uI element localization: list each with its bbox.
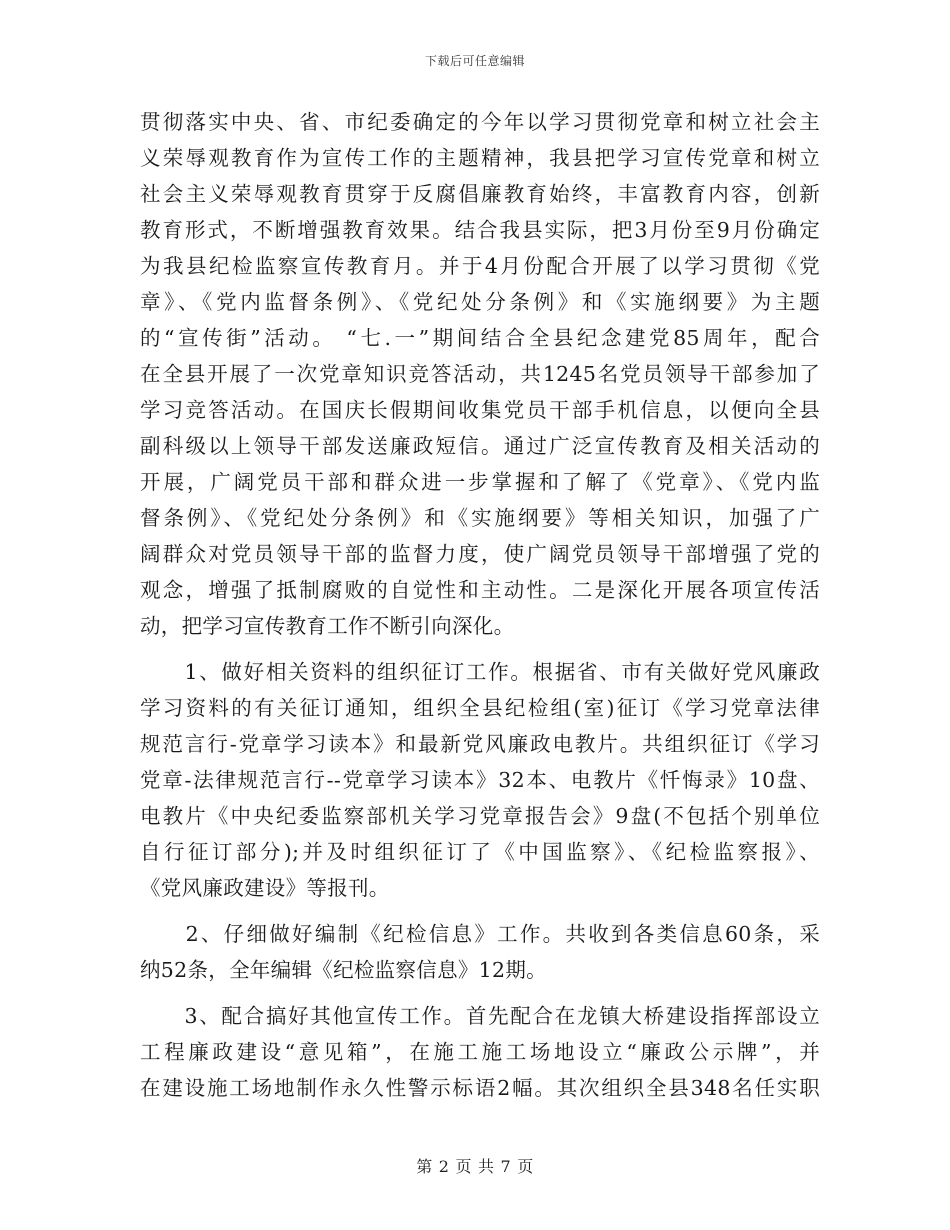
paragraph-gap xyxy=(140,988,820,998)
paragraph-gap xyxy=(140,906,820,916)
text-line: 学习资料的有关征订通知，组织全县纪检组(室)征订《学习党章法律 xyxy=(140,696,820,720)
text-line: 2、仔细做好编制《纪检信息》工作。共收到各类信息60条，采 xyxy=(140,922,820,946)
text-line: 在全县开展了一次党章知识竞答活动，共1245名党员领导干部参加了 xyxy=(140,362,820,386)
text-line: 副科级以上领导干部发送廉政短信。通过广泛宣传教育及相关活动的 xyxy=(140,434,820,458)
text-line: 《党风廉政建设》等报刊。 xyxy=(140,876,390,900)
text-line: 3、配合搞好其他宣传工作。首先配合在龙镇大桥建设指挥部设立 xyxy=(140,1004,820,1028)
header-note: 下载后可任意编辑 xyxy=(424,54,525,68)
text-line: 规范言行-党章学习读本》和最新党风廉政电教片。共组织征订《学习 xyxy=(140,732,820,756)
page-number-footer xyxy=(0,1154,950,1177)
document-body xyxy=(140,104,820,1106)
paragraph-4 xyxy=(140,998,820,1106)
paragraph-1 xyxy=(140,104,820,644)
text-line: 工程廉政建设“意见箱”，在施工施工场地设立“廉政公示牌”，并 xyxy=(140,1040,820,1064)
paragraph-2 xyxy=(140,654,820,906)
paragraph-gap xyxy=(140,644,820,654)
text-line: 章》、《党内监督条例》、《党纪处分条例》和《实施纲要》为主题 xyxy=(140,290,820,314)
page-current: 2 xyxy=(438,1157,450,1176)
text-line: 党章-法律规范言行--党章学习读本》32本、电教片《忏悔录》10盘、 xyxy=(140,768,820,792)
page-label-mid: 页 xyxy=(455,1157,472,1176)
page-label-prefix: 第 xyxy=(416,1157,433,1176)
text-line: 的“宣传街”活动。 “七.一”期间结合全县纪念建党85周年，配合 xyxy=(140,326,820,350)
text-line: 义荣辱观教育作为宣传工作的主题精神，我县把学习宣传党章和树立 xyxy=(140,146,820,170)
paragraph-3 xyxy=(140,916,820,988)
text-line: 阔群众对党员领导干部的监督力度，使广阔党员领导干部增强了党的 xyxy=(140,542,820,566)
page-label-suffix: 页 xyxy=(517,1157,534,1176)
text-line: 1、做好相关资料的组织征订工作。根据省、市有关做好党风廉政 xyxy=(140,660,820,684)
text-line: 开展，广阔党员干部和群众进一步掌握和了解了《党章》、《党内监 xyxy=(140,470,820,494)
text-line: 贯彻落实中央、省、市纪委确定的今年以学习贯彻党章和树立社会主 xyxy=(140,110,820,134)
page-total: 7 xyxy=(500,1157,512,1176)
text-line: 电教片《中央纪委监察部机关学习党章报告会》9盘(不包括个别单位 xyxy=(140,804,820,828)
text-line: 动，把学习宣传教育工作不断引向深化。 xyxy=(140,614,515,638)
text-line: 教育形式，不断增强教育效果。结合我县实际，把3月份至9月份确定 xyxy=(140,218,820,242)
text-line: 学习竞答活动。在国庆长假期间收集党员干部手机信息，以便向全县 xyxy=(140,398,820,422)
text-line: 督条例》、《党纪处分条例》和《实施纲要》等相关知识，加强了广 xyxy=(140,506,820,530)
text-line: 纳52条，全年编辑《纪检监察信息》12期。 xyxy=(140,958,547,982)
text-line: 为我县纪检监察宣传教育月。并于4月份配合开展了以学习贯彻《党 xyxy=(140,254,820,278)
text-line: 社会主义荣辱观教育贯穿于反腐倡廉教育始终，丰富教育内容，创新 xyxy=(140,182,820,206)
page-label-total-prefix: 共 xyxy=(478,1157,495,1176)
text-line: 观念，增强了抵制腐败的自觉性和主动性。二是深化开展各项宣传活 xyxy=(140,578,820,602)
text-line: 自行征订部分);并及时组织征订了《中国监察》、《纪检监察报》、 xyxy=(140,840,820,864)
text-line: 在建设施工场地制作永久性警示标语2幅。其次组织全县348名任实职 xyxy=(140,1076,820,1100)
